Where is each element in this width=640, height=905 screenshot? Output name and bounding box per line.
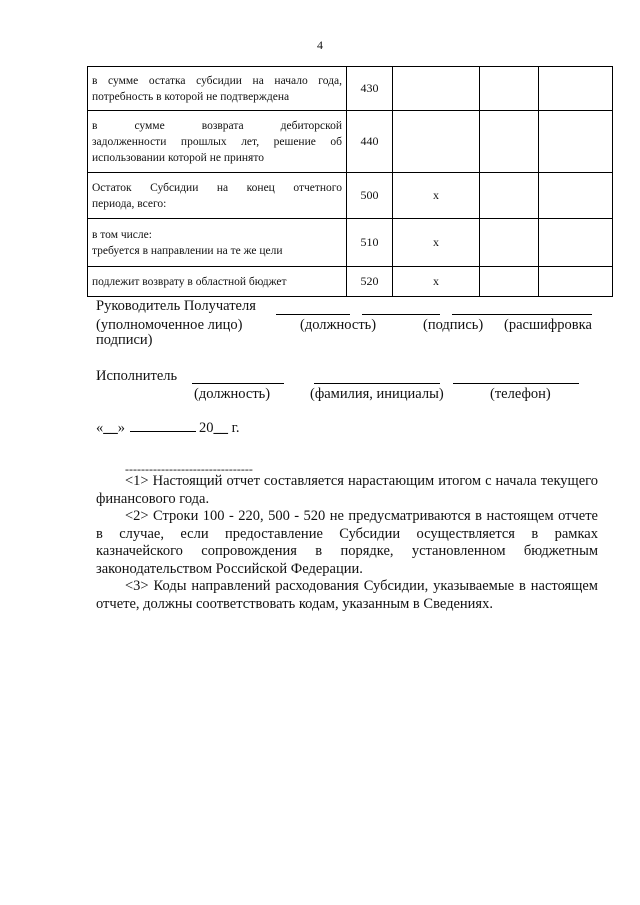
date-month-blank (130, 431, 196, 432)
desc-line: использовании которой не принято (92, 151, 264, 164)
row-cell: x (393, 267, 480, 297)
row-code: 510 (347, 219, 393, 267)
row-description (88, 111, 347, 173)
row-cell (539, 219, 613, 267)
footnote-1: <1> Настоящий отчет составляется нарастающим итогом с начала текущего финансового года. (96, 473, 598, 507)
report-table (87, 66, 613, 297)
table-row (88, 267, 613, 297)
row-cell (539, 267, 613, 297)
row-cell (393, 111, 480, 173)
date-close-quote: » (117, 420, 125, 436)
date-year-blank: __ (213, 420, 228, 436)
row-description (88, 267, 347, 297)
row-cell (480, 267, 539, 297)
desc-line: в сумме возврата дебиторской (92, 119, 342, 132)
table-row (88, 111, 613, 173)
signature-caption: (подпись) (423, 317, 484, 333)
position-caption: (должность) (300, 317, 377, 333)
page-number: 4 (317, 38, 323, 52)
row-description (88, 219, 347, 267)
decoding-caption: (расшифровка (504, 317, 592, 333)
executor-position-line (192, 383, 284, 384)
row-cell: x (393, 173, 480, 219)
footnote-separator: -------------------------------- (125, 462, 253, 476)
table-row (88, 67, 613, 111)
executor-name-line (314, 383, 440, 384)
footnotes (96, 473, 598, 613)
row-description (88, 173, 347, 219)
footnote-3: <3> Коды направлений расходования Субсидии, указываемые в настоящем отчете, должны соответствовать кодам, указанным в Сведениях. (96, 578, 598, 612)
desc-line: подлежит возврату в областной бюджет (92, 275, 287, 288)
executor-phone-caption: (телефон) (490, 386, 551, 402)
row-cell (480, 219, 539, 267)
row-code: 440 (347, 111, 393, 173)
executor-label: Исполнитель (96, 368, 178, 384)
position-signature-line (276, 314, 350, 315)
row-cell (480, 173, 539, 219)
desc-line: задолженности прошлых лет, решение об (92, 135, 342, 148)
date-day-blank: __ (103, 420, 118, 436)
date-year-prefix: 20 (199, 420, 214, 436)
table-row (88, 173, 613, 219)
desc-line: периода, всего: (92, 197, 167, 210)
desc-line: потребность в которой не подтверждена (92, 90, 290, 103)
date-line (96, 420, 240, 437)
executor-position-caption: (должность) (194, 386, 271, 402)
row-code: 500 (347, 173, 393, 219)
table-row (88, 219, 613, 267)
head-label: Руководитель Получателя (96, 298, 256, 314)
row-code: 430 (347, 67, 393, 111)
row-cell (539, 173, 613, 219)
row-cell (480, 67, 539, 111)
signature-line (362, 314, 440, 315)
row-description (88, 67, 347, 111)
row-code: 520 (347, 267, 393, 297)
desc-line: в том числе: (92, 228, 152, 241)
row-cell (539, 111, 613, 173)
desc-line: требуется в направлении на те же цели (92, 244, 283, 257)
footnote-2: <2> Строки 100 - 220, 500 - 520 не предусматриваются в настоящем отчете в случае, если предоставление Субсидии осуществляется в рамках казначейского сопровождения в порядке, установленном бюджетным законодательством Российской Федерации. (96, 508, 598, 577)
row-cell (539, 67, 613, 111)
date-suffix: г. (231, 420, 240, 436)
date-open-quote: « (96, 420, 104, 436)
head-sublabel: (уполномоченное лицо) (96, 317, 243, 333)
executor-phone-line (453, 383, 579, 384)
name-signature-line (452, 314, 592, 315)
desc-line: в сумме остатка субсидии на начало года, (92, 74, 342, 87)
desc-line: Остаток Субсидии на конец отчетного (92, 181, 342, 194)
executor-name-caption: (фамилия, инициалы) (310, 386, 444, 402)
row-cell (480, 111, 539, 173)
decoding-caption-continued: подписи) (96, 332, 153, 348)
row-cell: x (393, 219, 480, 267)
row-cell (393, 67, 480, 111)
